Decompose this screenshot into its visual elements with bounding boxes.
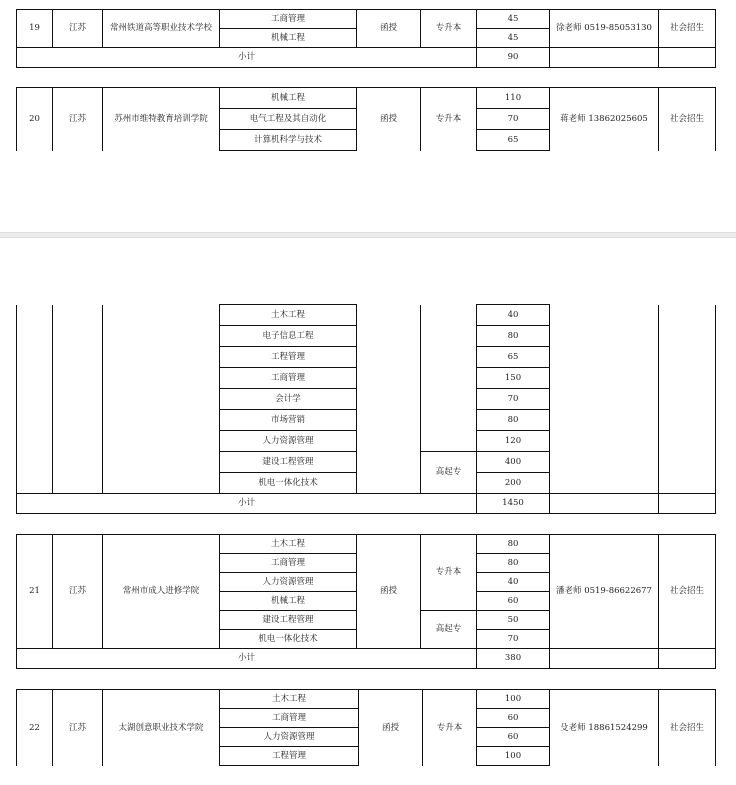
count-cell: 70	[477, 630, 550, 649]
document-page-1	[0, 0, 736, 232]
level-cell: 专升本	[423, 690, 477, 766]
school-name: 苏州市维特教育培训学院	[103, 88, 220, 151]
major-cell: 土木工程	[220, 690, 359, 709]
level-cell: 专升本	[421, 535, 477, 611]
enroll-type-cell: 社会招生	[659, 690, 716, 766]
province-cell: 江苏	[53, 535, 103, 649]
province-cell: 江苏	[53, 10, 103, 48]
level-cell: 专升本	[421, 88, 477, 151]
subtotal-label: 小计	[17, 494, 477, 514]
major-cell: 工商管理	[220, 709, 359, 728]
document-page-2	[0, 238, 736, 785]
level-cell: 高起专	[421, 611, 477, 649]
empty-cell	[659, 48, 716, 68]
major-cell: 工程管理	[220, 347, 357, 368]
continued-table	[16, 304, 716, 514]
major-cell: 机械工程	[220, 88, 357, 109]
count-cell: 80	[477, 410, 550, 431]
study-form-cell	[357, 305, 421, 494]
major-cell: 机械工程	[220, 592, 357, 611]
empty-cell	[550, 649, 659, 669]
province-cell: 江苏	[53, 88, 103, 151]
row-number: 22	[17, 690, 53, 766]
row-number: 21	[17, 535, 53, 649]
subtotal-value: 380	[477, 649, 550, 669]
count-cell: 100	[477, 690, 550, 709]
enroll-type-cell	[659, 305, 716, 494]
major-cell: 土木工程	[220, 535, 357, 554]
row-number: 20	[17, 88, 53, 151]
count-cell: 60	[477, 709, 550, 728]
school-name	[103, 305, 220, 494]
row-number: 19	[17, 10, 53, 48]
count-cell: 65	[477, 347, 550, 368]
major-cell: 土木工程	[220, 305, 357, 326]
count-cell: 70	[477, 109, 550, 130]
major-cell: 工商管理	[220, 10, 357, 29]
count-cell: 80	[477, 326, 550, 347]
count-cell: 40	[477, 305, 550, 326]
empty-cell	[659, 649, 716, 669]
row-number	[17, 305, 53, 494]
count-cell: 40	[477, 573, 550, 592]
major-cell: 市场营销	[220, 410, 357, 431]
major-cell: 工商管理	[220, 368, 357, 389]
contact-cell: 徐老师 0519-85053130	[550, 10, 659, 48]
enroll-type-cell: 社会招生	[659, 10, 716, 48]
major-cell: 会计学	[220, 389, 357, 410]
count-cell: 100	[477, 747, 550, 766]
school-21-table	[16, 534, 716, 669]
count-cell: 45	[477, 29, 550, 48]
major-cell: 人力资源管理	[220, 728, 359, 747]
contact-cell	[550, 305, 659, 494]
empty-cell	[659, 494, 716, 514]
study-form-cell: 函授	[357, 10, 421, 48]
province-cell: 江苏	[53, 690, 103, 766]
empty-cell	[550, 494, 659, 514]
level-cell	[421, 305, 477, 452]
count-cell: 50	[477, 611, 550, 630]
study-form-cell: 函授	[359, 690, 423, 766]
school-name: 常州铁道高等职业技术学校	[103, 10, 220, 48]
school-name: 常州市成人进修学院	[103, 535, 220, 649]
count-cell: 400	[477, 452, 550, 473]
study-form-cell: 函授	[357, 88, 421, 151]
subtotal-label: 小计	[17, 48, 477, 68]
empty-cell	[550, 48, 659, 68]
subtotal-value: 90	[477, 48, 550, 68]
major-cell: 工商管理	[220, 554, 357, 573]
contact-cell: 殳老师 18861524299	[550, 690, 659, 766]
major-cell: 电子信息工程	[220, 326, 357, 347]
enroll-type-cell: 社会招生	[659, 535, 716, 649]
count-cell: 80	[477, 554, 550, 573]
subtotal-value: 1450	[477, 494, 550, 514]
count-cell: 200	[477, 473, 550, 494]
subtotal-label: 小计	[17, 649, 477, 669]
count-cell: 65	[477, 130, 550, 151]
major-cell: 人力资源管理	[220, 573, 357, 592]
major-cell: 建设工程管理	[220, 452, 357, 473]
count-cell: 110	[477, 88, 550, 109]
count-cell: 45	[477, 10, 550, 29]
count-cell: 80	[477, 535, 550, 554]
major-cell: 机电一体化技术	[220, 473, 357, 494]
count-cell: 150	[477, 368, 550, 389]
enroll-type-cell: 社会招生	[659, 88, 716, 151]
school-22-table	[16, 689, 716, 766]
major-cell: 建设工程管理	[220, 611, 357, 630]
count-cell: 70	[477, 389, 550, 410]
level-cell: 高起专	[421, 452, 477, 494]
school-19-table	[16, 9, 716, 68]
count-cell: 120	[477, 431, 550, 452]
school-name: 太湖创意职业技术学院	[103, 690, 220, 766]
province-cell	[53, 305, 103, 494]
contact-cell: 潘老师 0519-86622677	[550, 535, 659, 649]
major-cell: 人力资源管理	[220, 431, 357, 452]
count-cell: 60	[477, 592, 550, 611]
count-cell: 60	[477, 728, 550, 747]
major-cell: 工程管理	[220, 747, 359, 766]
major-cell: 机电一体化技术	[220, 630, 357, 649]
contact-cell: 蒋老师 13862025605	[550, 88, 659, 151]
level-cell: 专升本	[421, 10, 477, 48]
study-form-cell: 函授	[357, 535, 421, 649]
major-cell: 计算机科学与技术	[220, 130, 357, 151]
major-cell: 机械工程	[220, 29, 357, 48]
school-20-table	[16, 87, 716, 151]
major-cell: 电气工程及其自动化	[220, 109, 357, 130]
